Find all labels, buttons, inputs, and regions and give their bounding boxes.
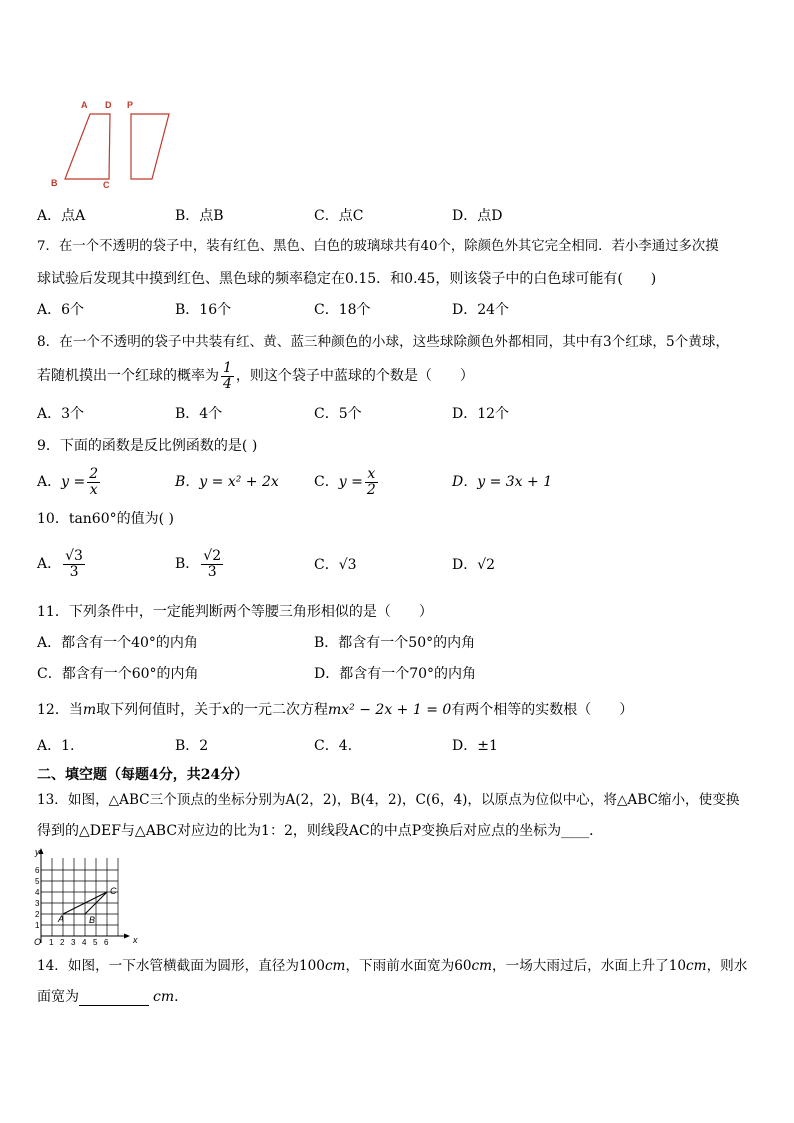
x-tick: 4 xyxy=(82,938,87,947)
q7-option-b: B．16个 xyxy=(175,302,232,318)
y-tick: 5 xyxy=(35,877,40,886)
point-a-label: A xyxy=(58,914,65,924)
q11-option-a: A．都含有一个40°的内角 xyxy=(37,635,198,651)
label-b: B xyxy=(51,178,58,188)
q10-a-fraction xyxy=(63,549,85,580)
q8-option-a: A．3个 xyxy=(37,406,85,422)
x-tick-labels xyxy=(49,938,109,947)
q14-line1-mid2: ，一场大雨过后，水面上升了10 xyxy=(492,958,687,974)
x-tick: 2 xyxy=(60,938,65,947)
q14-unit-2: cm xyxy=(471,958,493,974)
q12-equation: mx² − 2x + 1 = 0 xyxy=(328,702,452,718)
q6-option-d: D．点D xyxy=(452,208,503,224)
q7-option-c: C．18个 xyxy=(314,302,371,318)
q11-option-d: D．都含有一个70°的内角 xyxy=(314,666,477,682)
q9-c-num: x xyxy=(365,467,378,483)
q11-option-b: B．都含有一个50°的内角 xyxy=(314,635,476,651)
q14-unit-4: cm xyxy=(153,989,175,1005)
q10-stem: 10．tan60°的值为( ) xyxy=(37,511,174,527)
q8-stem-line1: 8．在一个不透明的袋子中共装有红、黄、蓝三种颜色的小球，这些球除颜色外都相同，其中有3个红球，5个黄球， xyxy=(37,334,730,350)
trapezoid-abcd xyxy=(65,114,110,179)
q8-line2-post: ，则这个袋子中蓝球的个数是（ ） xyxy=(235,368,474,384)
label-d: D xyxy=(105,100,112,110)
q12-option-a: A．1. xyxy=(37,738,75,754)
q11-option-c: C．都含有一个60°的内角 xyxy=(37,666,199,682)
point-b-label: B xyxy=(89,915,96,925)
label-c: C xyxy=(103,180,110,190)
q14-answer-blank[interactable] xyxy=(79,991,149,1006)
q12-var-m: m xyxy=(82,702,97,718)
q10-b-label: B． xyxy=(175,556,200,572)
q10-a-den: 3 xyxy=(69,563,79,580)
y-tick: 3 xyxy=(35,899,40,908)
q8-option-c: C．5个 xyxy=(314,406,362,422)
label-a: A xyxy=(81,100,88,110)
q10-option-c: C．√3 xyxy=(314,557,357,573)
q9-a-den: x xyxy=(89,481,98,498)
q10-a-num: √3 xyxy=(65,547,83,564)
q13-stem-line1: 13．如图，△ABC三个顶点的坐标分别为A(2，2)，B(4，2)，C(6，4)，以原点为位似中心，将△ABC缩小，使变换 xyxy=(37,792,740,808)
q10-option-b xyxy=(175,540,225,588)
q6-option-c: C．点C xyxy=(314,208,364,224)
q10-option-a xyxy=(37,540,87,588)
q6-option-b: B．点B xyxy=(175,208,224,224)
q9-option-c xyxy=(314,460,380,504)
q7-stem-line2: 球试验后发现其中摸到红色、黑色球的频率稳定在0.15．和0.45，则该袋子中的白色球可能有( ) xyxy=(37,271,657,287)
q14-line1-post: ，则水 xyxy=(706,958,748,974)
q11-stem: 11．下列条件中，一定能判断两个等腰三角形相似的是（ ） xyxy=(37,604,433,620)
q8-option-b: B．4个 xyxy=(175,406,223,422)
y-axis-label: y xyxy=(35,847,40,857)
y-tick: 6 xyxy=(35,866,40,875)
x-tick: 5 xyxy=(93,938,98,947)
q9-stem: 9．下面的函数是反比例函数的是( ) xyxy=(37,438,258,454)
y-tick-labels xyxy=(35,866,40,930)
q9-a-fraction xyxy=(87,467,100,498)
label-p: P xyxy=(127,100,134,110)
x-tick: 1 xyxy=(49,938,54,947)
q13-coordinate-graph xyxy=(35,845,145,947)
q14-line2-pre: 面宽为 xyxy=(37,989,79,1005)
q12-var-x: x xyxy=(222,702,231,718)
q6-figure xyxy=(45,95,185,195)
y-tick: 1 xyxy=(35,921,40,930)
q14-line2-post: ． xyxy=(174,989,189,1005)
y-tick: 4 xyxy=(35,888,40,897)
q14-stem-line1 xyxy=(37,957,747,975)
y-tick: 2 xyxy=(35,910,40,919)
grid xyxy=(41,858,118,936)
q12-option-b: B．2 xyxy=(175,738,209,754)
q9-option-d: D．y = 3x + 1 xyxy=(452,474,553,490)
q14-unit-3: cm xyxy=(686,958,707,974)
q9-c-den: 2 xyxy=(366,481,376,498)
q8-option-d: D．12个 xyxy=(452,406,510,422)
q14-unit-1: cm xyxy=(324,958,346,974)
q9-a-lhs: y = xyxy=(61,474,86,490)
q8-stem-line2 xyxy=(37,354,474,398)
q10-b-den: 3 xyxy=(207,563,217,580)
q14-line1-mid: ，下雨前水面宽为60 xyxy=(345,958,472,974)
q7-option-d: D．24个 xyxy=(452,302,510,318)
q12-stem-mid: 取下列何值时，关于 xyxy=(96,702,223,718)
q10-option-d: D．√2 xyxy=(452,557,496,573)
q12-option-c: C．4. xyxy=(314,738,353,754)
q8-frac-den: 4 xyxy=(223,375,232,392)
section-title: 二、填空题（每题4分，共24分） xyxy=(37,767,249,783)
q10-a-label: A． xyxy=(37,556,62,572)
q14-line1-pre: 14．如图，一下水管横截面为圆形，直径为100 xyxy=(37,958,325,974)
q8-line2-pre: 若随机摸出一个红球的概率为 xyxy=(37,368,219,384)
q9-a-label: A． xyxy=(37,474,62,490)
q12-option-d: D．±1 xyxy=(452,738,498,754)
x-axis-arrow xyxy=(124,934,130,939)
parallelogram-p xyxy=(131,114,169,179)
x-axis-label: x xyxy=(133,935,138,945)
x-tick: 6 xyxy=(104,938,109,947)
q9-c-fraction xyxy=(365,467,378,498)
q9-c-lhs: y = xyxy=(338,474,363,490)
q12-stem-post: 有两个相等的实数根（ ） xyxy=(451,702,634,718)
q9-a-num: 2 xyxy=(89,465,99,482)
q12-stem-mid2: 的一元二次方程 xyxy=(230,702,329,718)
x-tick: 3 xyxy=(71,938,76,947)
origin-label: O xyxy=(34,937,42,947)
q12-stem-pre: 12．当 xyxy=(37,702,83,718)
q9-option-b: B．y = x² + 2x xyxy=(175,474,279,490)
q13-stem-line2: 得到的△DEF与△ABC对应边的比为1：2，则线段AC的中点P变换后对应点的坐标为____． xyxy=(37,823,604,839)
q7-stem-line1: 7．在一个不透明的袋子中，装有红色、黑色、白色的玻璃球共有40个，除颜色外其它完全相同．若小李通过多次摸 xyxy=(37,239,719,254)
q9-option-a xyxy=(37,460,102,504)
q6-option-a: A．点A xyxy=(37,208,86,224)
q8-frac-num: 1 xyxy=(223,359,232,376)
q10-b-fraction xyxy=(201,549,223,580)
q8-fraction xyxy=(221,361,234,392)
q7-option-a: A．6个 xyxy=(37,302,85,318)
q10-b-num: √2 xyxy=(203,547,222,564)
point-c-label: C xyxy=(110,886,117,896)
q12-stem xyxy=(37,701,633,719)
q14-stem-line2 xyxy=(37,988,188,1006)
q9-c-label: C． xyxy=(314,474,339,490)
